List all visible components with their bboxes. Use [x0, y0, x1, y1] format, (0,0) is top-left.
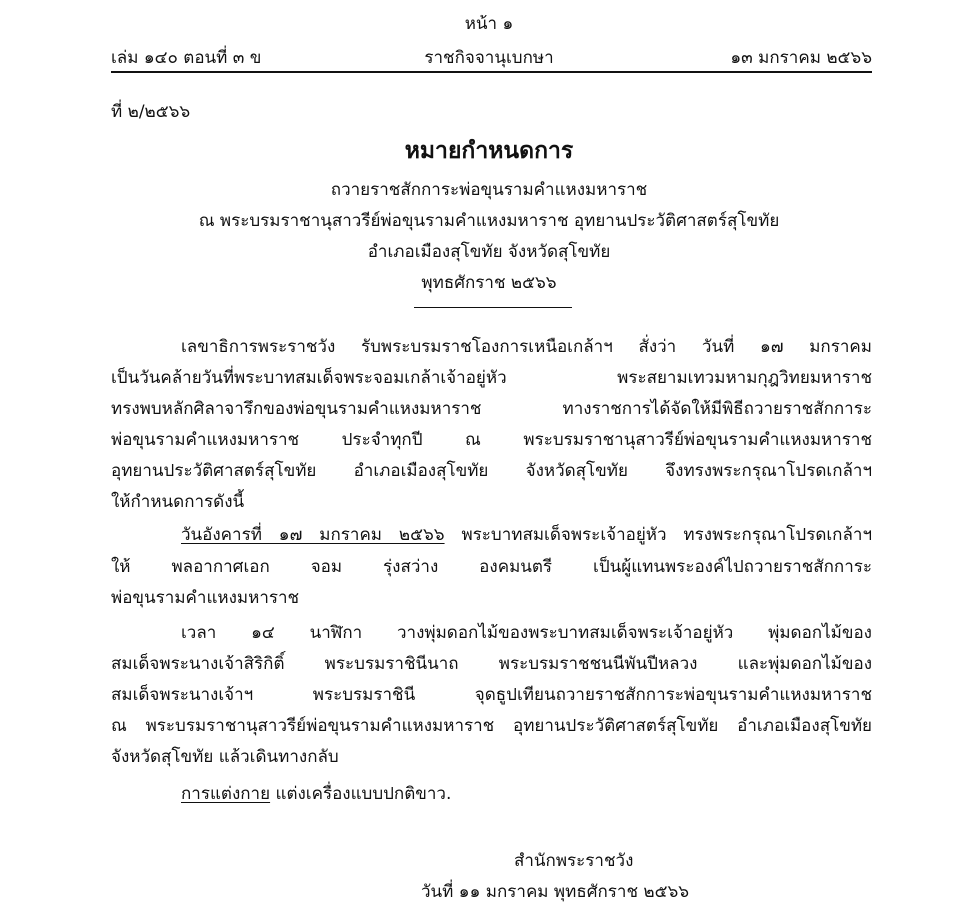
- subtitle-line-4: พุทธศักราช ๒๕๖๖: [421, 273, 557, 293]
- document-title: หมายกำหนดการ: [404, 138, 574, 164]
- paragraph-2-line-1: [181, 524, 872, 546]
- document-number: ที่ ๒/๒๕๖๖: [111, 102, 191, 122]
- subtitle-line-2: ณ พระบรมราชานุสาวรีย์พ่อขุนรามคำแหงมหาราช อุทยานประวัติศาสตร์สุโขทัย: [198, 211, 780, 231]
- issue-date: วันที่ ๑๑ มกราคม พุทธศักราช ๒๕๖๖: [421, 882, 690, 902]
- dress-code: [181, 783, 451, 805]
- paragraph-1-line-3: ทรงพบหลักศิลาจารึกของพ่อขุนรามคำแหงมหาราช ทางราชการได้จัดให้มีพิธีถวายราชสักการะ: [111, 399, 872, 419]
- paragraph-2-line-1-rest: พระบาทสมเด็จพระเจ้าอยู่หัว ทรงพระกรุณาโปรดเกล้าฯ: [444, 525, 872, 545]
- gazette-date: ๑๓ มกราคม ๒๕๖๖: [730, 48, 872, 68]
- paragraph-1-line-6: ให้กำหนดการดังนี้: [111, 492, 245, 512]
- gazette-name: ราชกิจจานุเบกษา: [424, 48, 554, 68]
- paragraph-2-line-2: ให้ พลอากาศเอก จอม รุ่งสว่าง องคมนตรี เป็นผู้แทนพระองค์ไปถวายราชสักการะ: [111, 557, 872, 577]
- page-number: หน้า ๑: [464, 14, 514, 34]
- paragraph-1-line-5: อุทยานประวัติศาสตร์สุโขทัย อำเภอเมืองสุโขทัย จังหวัดสุโขทัย จึงทรงพระกรุณาโปรดเกล้าฯ: [111, 461, 872, 481]
- paragraph-2-line-3: พ่อขุนรามคำแหงมหาราช: [111, 588, 300, 608]
- paragraph-3-line-1: เวลา ๑๔ นาฬิกา วางพุ่มดอกไม้ของพระบาทสมเด็จพระเจ้าอยู่หัว พุ่มดอกไม้ของ: [181, 623, 872, 643]
- volume-issue: เล่ม ๑๔๐ ตอนที่ ๓ ข: [111, 48, 262, 68]
- dress-code-label: การแต่งกาย: [181, 784, 271, 804]
- paragraph-3-line-2: สมเด็จพระนางเจ้าสิริกิติ์ พระบรมราชินีนาถ พระบรมราชชนนีพันปีหลวง และพุ่มดอกไม้ของ: [111, 654, 872, 674]
- paragraph-3-line-4: ณ พระบรมราชานุสาวรีย์พ่อขุนรามคำแหงมหาราช อุทยานประวัติศาสตร์สุโขทัย อำเภอเมืองสุโขทัย: [111, 716, 872, 736]
- paragraph-1-line-2: เป็นวันคล้ายวันที่พระบาทสมเด็จพระจอมเกล้าเจ้าอยู่หัว พระสยามเทวมหามกุฎวิทยมหาราช: [111, 368, 872, 388]
- dress-code-text: แต่งเครื่องแบบปกติขาว.: [270, 784, 452, 804]
- paragraph-1-line-4: พ่อขุนรามคำแหงมหาราช ประจำทุกปี ณ พระบรมราชานุสาวรีย์พ่อขุนรามคำแหงมหาราช: [111, 430, 872, 450]
- issuing-office: สำนักพระราชวัง: [514, 851, 634, 871]
- subtitle-line-3: อำเภอเมืองสุโขทัย จังหวัดสุโขทัย: [367, 242, 611, 262]
- paragraph-3-line-3: สมเด็จพระนางเจ้าฯ พระบรมราชินี จุดธูปเทียนถวายราชสักการะพ่อขุนรามคำแหงมหาราช: [111, 685, 872, 705]
- paragraph-3-line-5: จังหวัดสุโขทัย แล้วเดินทางกลับ: [111, 747, 339, 767]
- paragraph-1-line-1: เลขาธิการพระราชวัง รับพระบรมราชโองการเหนือเกล้าฯ สั่งว่า วันที่ ๑๗ มกราคม: [181, 337, 872, 357]
- subtitle-line-1: ถวายราชสักการะพ่อขุนรามคำแหงมหาราช: [330, 180, 648, 200]
- title-divider: [414, 307, 572, 308]
- ceremony-date-heading: วันอังคารที่ ๑๗ มกราคม ๒๕๖๖: [181, 525, 445, 545]
- header-divider: [111, 71, 872, 73]
